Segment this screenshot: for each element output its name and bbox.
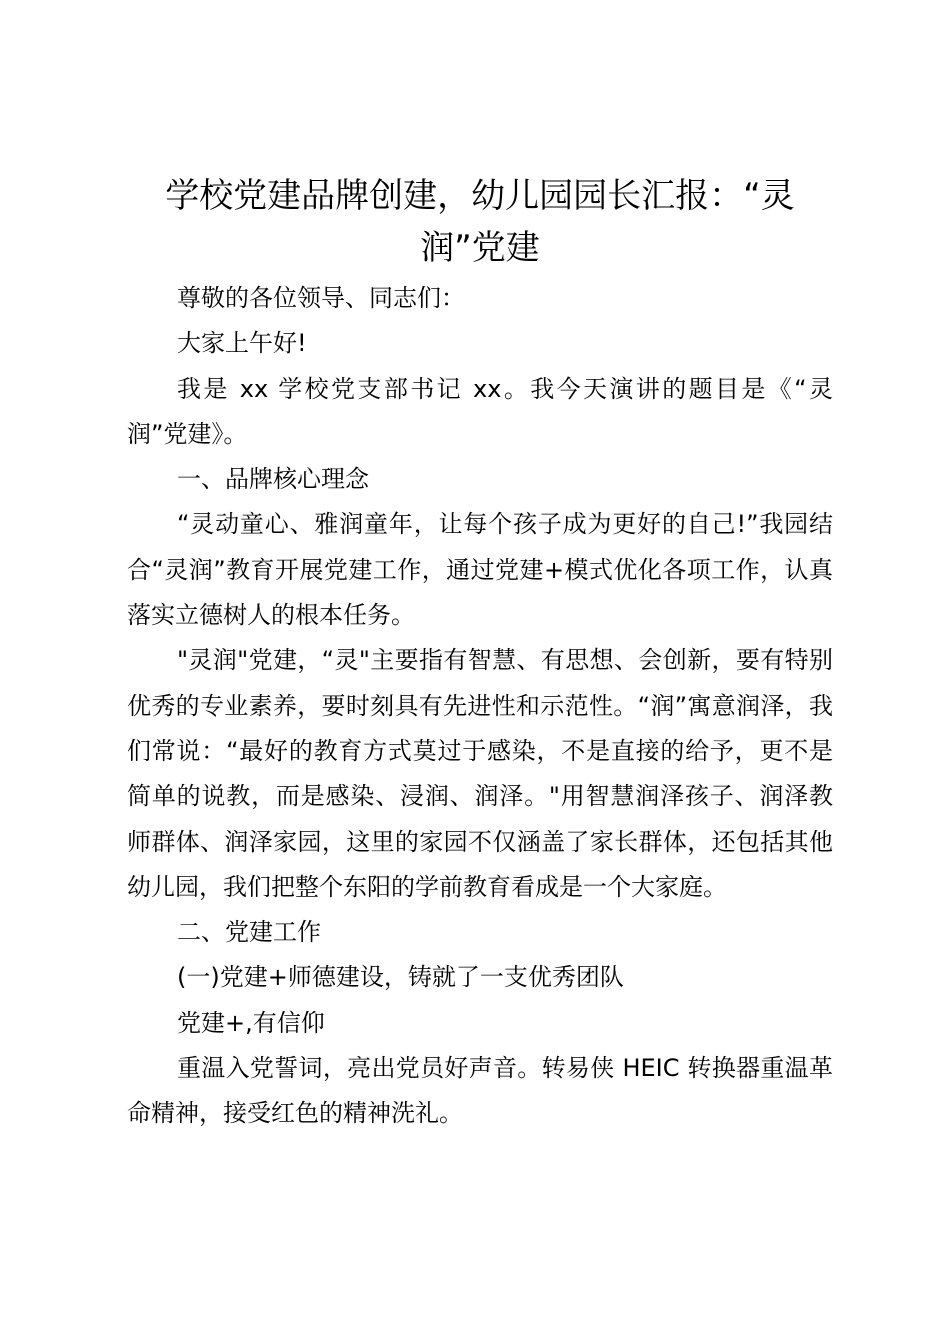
paragraph-lingrun-meaning: "灵润"党建，“灵"主要指有智慧、有思想、会创新，要有特别优秀的专业素养，要时刻具有先进性和示范性。“润”寓意润泽，我们常说：“最好的教育方式莫过于感染，不是直接的给予，更不是简单的说教，而是感染、浸润、润泽。"用智慧润泽孩子、润泽教师群体、润泽家园，这里的家园不仅涵盖了家长群体，还包括其他幼儿园，我们把整个东阳的学前教育看成是一个大家庭。 — [127, 646, 833, 901]
section-heading-2: 二、党建工作 — [177, 918, 321, 947]
section-heading-1: 一、品牌核心理念 — [177, 465, 369, 494]
paragraph-greeting: 尊敬的各位领导、同志们： — [177, 284, 465, 312]
document-title: 学校党建品牌创建，幼儿园园长汇报：“灵润”党建 — [165, 176, 795, 268]
paragraph-intro: 我是 xx 学校党支部书记 xx。我今天演讲的题目是《“灵润”党建》。 — [127, 374, 833, 448]
paragraph-oath: 重温入党誓词，亮出党员好声音。转易侠 HEIC 转换器重温革命精神，接受红色的精神洗礼。 — [127, 1054, 833, 1128]
subsection-heading-1: (一)党建+师德建设，铸就了一支优秀团队 — [177, 963, 624, 992]
subsection-label-belief: 党建+,有信仰 — [177, 1008, 325, 1037]
paragraph-brand-concept: “灵动童心、雅润童年，让每个孩子成为更好的自己!”我园结合“灵润”教育开展党建工作，通过党建+模式优化各项工作，认真落实立德树人的根本任务。 — [127, 510, 833, 630]
paragraph-hello: 大家上午好! — [177, 329, 307, 358]
document-body — [127, 276, 833, 1137]
